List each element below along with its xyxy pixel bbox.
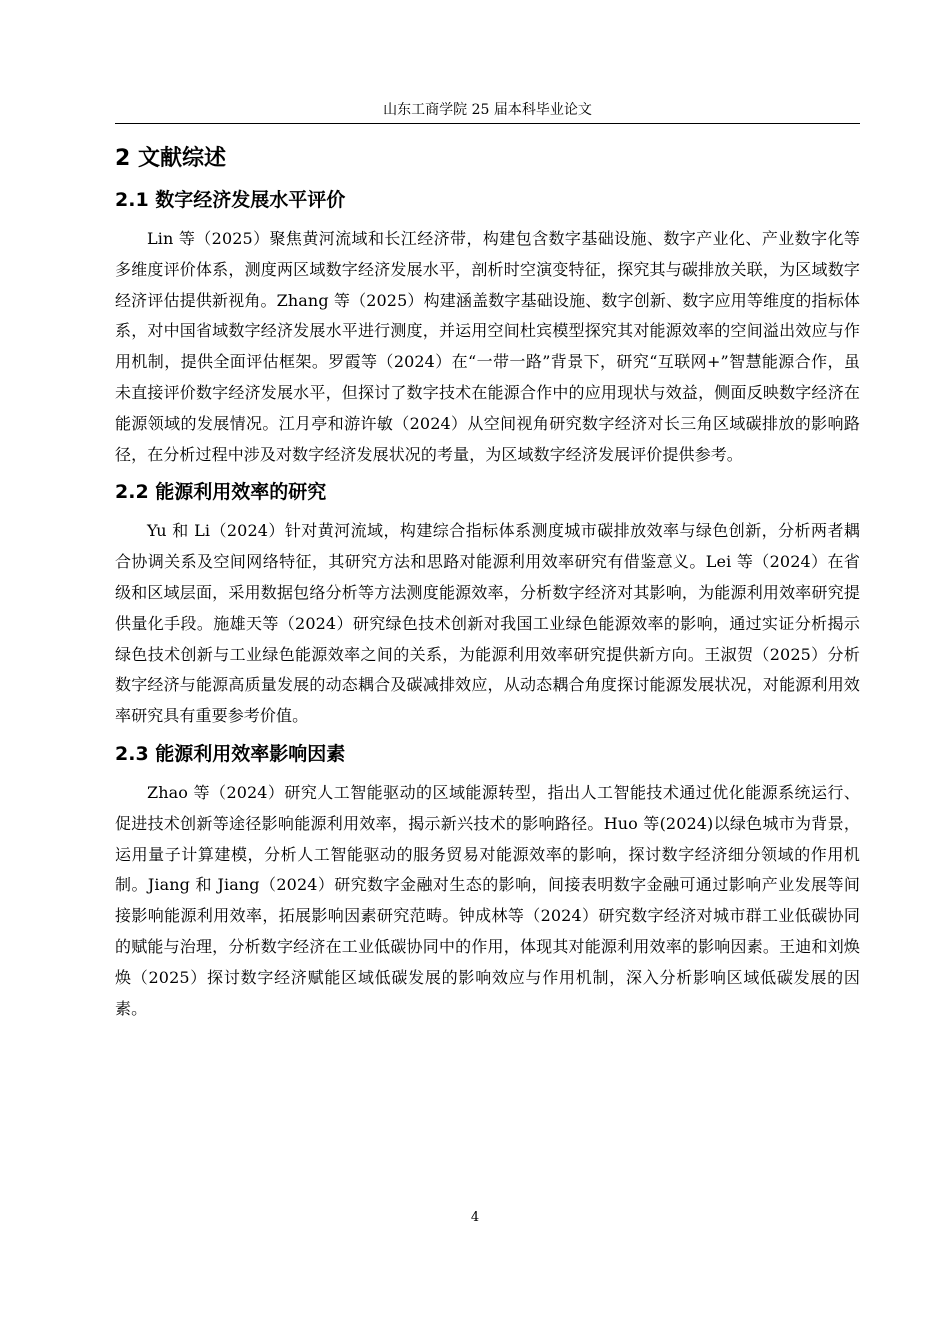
running-header: 山东工商学院 25 届本科毕业论文 — [383, 102, 592, 118]
section-title-2-3: 2.3 能源利用效率影响因素 — [115, 742, 346, 765]
section-2-2-paragraph: Yu 和 Li（2024）针对黄河流域，构建综合指标体系测度城市碳排放效率与绿色创新，分析两者耦合协调关系及空间网络特征，其研究方法和思路对能源利用效率研究有借鉴意义。Lei 等（2024）在省级和区域层面，采用数据包络分析等方法测度能源效率，分析数字经济对其影响，为能源利用效率研究提供量化手段。施雄天等（2024）研究绿色技术创新对我国工业绿色能源效率的影响，通过实证分析揭示绿色技术创新与工业绿色能源效率之间的关系，为能源利用效率研究提供新方向。王淑贺（2025）分析数字经济与能源高质量发展的动态耦合及碳减排效应，从动态耦合角度探讨能源发展状况，对能源利用效率研究具有重要参考价值。 — [115, 521, 860, 726]
section-2-3-paragraph: Zhao 等（2024）研究人工智能驱动的区域能源转型，指出人工智能技术通过优化能源系统运行、促进技术创新等途径影响能源利用效率，揭示新兴技术的影响路径。Huo 等(2024)以绿色城市为背景，运用量子计算建模，分析人工智能驱动的服务贸易对能源效率的影响，探讨数字经济细分领域的作用机制。Jiang 和 Jiang（2024）研究数字金融对生态的影响，间接表明数字金融可通过影响产业发展等间接影响能源利用效率，拓展影响因素研究范畴。钟成林等（2024）研究数字经济对城市群工业低碳协同的赋能与治理，分析数字经济在工业低碳协同中的作用，体现其对能源利用效率的影响因素。王迪和刘焕焕（2025）探讨数字经济赋能区域低碳发展的影响效应与作用机制，深入分析影响区域低碳发展的因素。 — [115, 782, 860, 1018]
chapter-title: 2 文献综述 — [115, 146, 226, 171]
page-content — [115, 134, 860, 1028]
header-rule — [115, 123, 860, 124]
page-number: 4 — [470, 1210, 480, 1225]
section-title-2-2: 2.2 能源利用效率的研究 — [115, 481, 327, 504]
section-title-2-1: 2.1 数字经济发展水平评价 — [115, 189, 346, 211]
section-2-1-paragraph: Lin 等（2025）聚焦黄河流域和长江经济带，构建包含数字基础设施、数字产业化、产业数字化等多维度评价体系，测度两区域数字经济发展水平，剖析时空演变特征，探究其与碳排放关联，为区域数字经济评估提供新视角。Zhang 等（2025）构建涵盖数字基础设施、数字创新、数字应用等维度的指标体系，对中国省域数字经济发展水平进行测度，并运用空间杜宾模型探究其对能源效率的空间溢出效应与作用机制，提供全面评估框架。罗霞等（2024）在“一带一路”背景下，研究“互联网+”智慧能源合作，虽未直接评价数字经济发展水平，但探讨了数字技术在能源合作中的应用现状与效益，侧面反映数字经济在能源领域的发展情况。江月亭和游许敏（2024）从空间视角研究数字经济对长三角区域碳排放的影响路径，在分析过程中涉及对数字经济发展状况的考量，为区域数字经济发展评价提供参考。 — [115, 229, 860, 464]
